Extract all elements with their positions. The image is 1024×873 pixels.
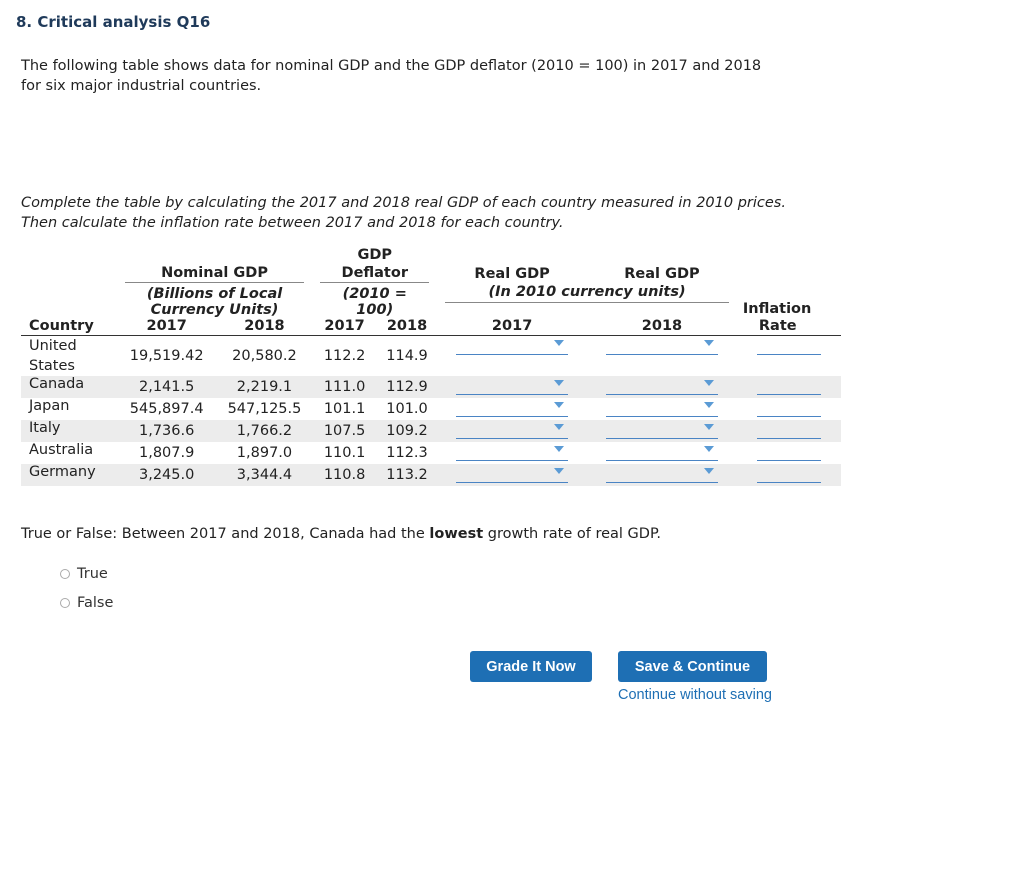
inflation-rate-input[interactable]: [757, 336, 821, 355]
nominal-2018-cell: 1,897.0: [236, 445, 293, 461]
nominal-2017-cell: 19,519.42: [129, 348, 204, 364]
country-cell: Japan: [29, 398, 70, 414]
country-cell: Italy: [21, 420, 117, 442]
grade-it-now-button[interactable]: Grade It Now: [470, 651, 592, 682]
deflator-2017-cell: 112.2: [323, 348, 366, 364]
table-row: [21, 420, 841, 442]
chevron-down-icon: [554, 340, 564, 346]
nominal-gdp-header: Nominal GDP (Billions of Local Currency Units): [117, 246, 313, 318]
real-gdp-2018-dropdown[interactable]: [606, 376, 718, 395]
table-row: [21, 336, 841, 377]
col-inflation: Rate: [737, 318, 841, 336]
deflator-2018-cell: 101.0: [386, 401, 428, 417]
real-gdp-2017-dropdown[interactable]: [456, 398, 568, 417]
inflation-rate-input[interactable]: [757, 420, 821, 439]
nominal-2018-cell: 3,344.4: [217, 464, 313, 486]
chevron-down-icon: [554, 468, 564, 474]
radio-true[interactable]: [60, 569, 70, 579]
gdp-deflator-header: GDP Deflator (2010 = 100): [312, 246, 437, 318]
real-gdp-label-2018: Real GDP: [624, 266, 700, 282]
country-cell: Canada: [21, 376, 117, 398]
country-cell: United States: [29, 338, 77, 374]
inflation-rate-input[interactable]: [757, 376, 821, 395]
real-gdp-label-2017: Real GDP: [474, 266, 550, 282]
real-gdp-2018-dropdown[interactable]: [606, 336, 718, 355]
inflation-rate-input[interactable]: [757, 464, 821, 483]
deflator-2018-cell: 113.2: [377, 464, 437, 486]
chevron-down-icon: [704, 468, 714, 474]
deflator-2018-cell: 114.9: [386, 348, 428, 364]
real-gdp-2017-dropdown[interactable]: [456, 336, 568, 355]
chevron-down-icon: [704, 446, 714, 452]
nominal-2018-cell: 1,766.2: [217, 420, 313, 442]
real-gdp-2017-dropdown[interactable]: [456, 376, 568, 395]
save-continue-button[interactable]: Save & Continue: [618, 651, 767, 682]
real-gdp-header: Real GDP Real GDP (In 2010 currency units): [437, 246, 737, 318]
chevron-down-icon: [704, 340, 714, 346]
gdp-table-body: [21, 336, 841, 487]
nominal-2017-cell: 2,141.5: [117, 376, 217, 398]
col-nominal-2018: 2018: [217, 318, 313, 336]
option-true[interactable]: True: [60, 566, 108, 582]
real-gdp-2018-dropdown[interactable]: [606, 420, 718, 439]
deflator-2018-cell: 112.9: [377, 376, 437, 398]
nominal-2018-cell: 20,580.2: [232, 348, 297, 364]
true-false-question: True or False: Between 2017 and 2018, Canada had the lowest growth rate of real GDP.: [21, 526, 662, 542]
col-real-2018: 2018: [587, 318, 737, 336]
real-gdp-2017-dropdown[interactable]: [456, 442, 568, 461]
table-row: [21, 442, 841, 464]
col-real-2017: 2017: [437, 318, 587, 336]
table-row: [21, 398, 841, 420]
continue-without-saving-link[interactable]: Continue without saving: [618, 687, 772, 703]
option-false[interactable]: False: [60, 595, 113, 611]
real-gdp-2017-dropdown[interactable]: [456, 464, 568, 483]
real-gdp-2018-dropdown[interactable]: [606, 398, 718, 417]
deflator-2017-cell: 107.5: [312, 420, 377, 442]
inflation-rate-input[interactable]: [757, 398, 821, 417]
nominal-2017-cell: 1,807.9: [138, 445, 195, 461]
intro-text: The following table shows data for nominal GDP and the GDP deflator (2010 = 100) in 2017 and 2018 for six major industrial countries.: [21, 58, 762, 94]
deflator-2018-cell: 109.2: [377, 420, 437, 442]
real-gdp-2017-dropdown[interactable]: [456, 420, 568, 439]
gdp-table: [21, 246, 841, 486]
chevron-down-icon: [554, 424, 564, 430]
nominal-2017-cell: 1,736.6: [117, 420, 217, 442]
col-deflator-2017: 2017: [312, 318, 377, 336]
chevron-down-icon: [704, 424, 714, 430]
real-gdp-2018-dropdown[interactable]: [606, 442, 718, 461]
radio-false[interactable]: [60, 598, 70, 608]
page-title: 8. Critical analysis Q16: [16, 13, 211, 31]
deflator-2017-cell: 110.8: [312, 464, 377, 486]
inflation-rate-input[interactable]: [757, 442, 821, 461]
inflation-rate-header: Inflation: [742, 301, 812, 317]
chevron-down-icon: [554, 446, 564, 452]
country-cell: Australia: [29, 442, 94, 458]
chevron-down-icon: [704, 402, 714, 408]
real-gdp-2018-dropdown[interactable]: [606, 464, 718, 483]
table-row: [21, 376, 841, 398]
deflator-2017-cell: 110.1: [323, 445, 366, 461]
deflator-2018-cell: 112.3: [386, 445, 428, 461]
deflator-2017-cell: 101.1: [323, 401, 366, 417]
nominal-2018-cell: 547,125.5: [227, 401, 302, 417]
col-deflator-2018: 2018: [377, 318, 437, 336]
col-nominal-2017: 2017: [117, 318, 217, 336]
country-cell: Germany: [21, 464, 117, 486]
deflator-2017-cell: 111.0: [312, 376, 377, 398]
instructions-text: Complete the table by calculating the 2017 and 2018 real GDP of each country measured in 2010 prices. Then calculate the inflation rate between 2017 and 2018 for each country.: [21, 195, 786, 231]
gdp-table-container: [21, 246, 812, 496]
chevron-down-icon: [554, 402, 564, 408]
nominal-2017-cell: 3,245.0: [117, 464, 217, 486]
col-country: Country: [21, 318, 117, 336]
nominal-2017-cell: 545,897.4: [129, 401, 204, 417]
nominal-2018-cell: 2,219.1: [217, 376, 313, 398]
chevron-down-icon: [554, 380, 564, 386]
table-row: [21, 464, 841, 486]
chevron-down-icon: [704, 380, 714, 386]
